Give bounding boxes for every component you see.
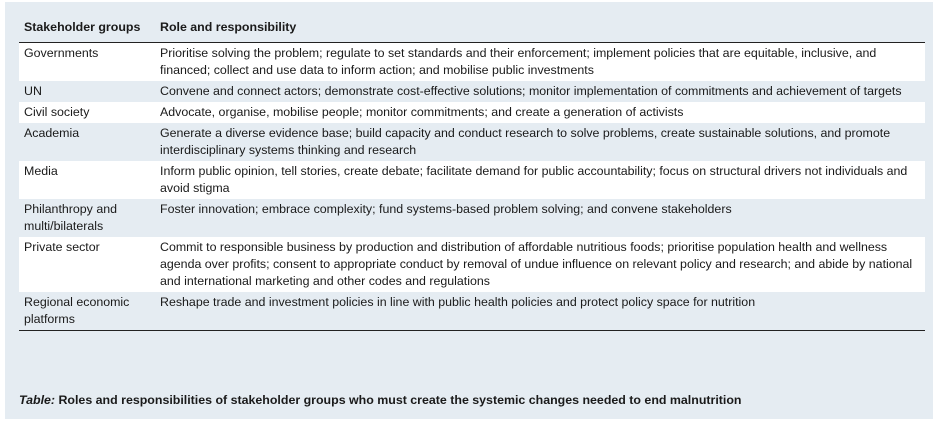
- table-row: [19, 161, 925, 199]
- role-cell: Prioritise solving the problem; regulate to set standards and their enforcement; implement policies that are equitable, inclusive, and financed; collect and use data to inform action; and mobilise public investments: [155, 43, 925, 82]
- stakeholder-group-cell: Media: [19, 161, 155, 199]
- role-cell: Foster innovation; embrace complexity; fund systems-based problem solving; and convene stakeholders: [155, 199, 925, 237]
- header-stakeholder-groups: Stakeholder groups: [19, 14, 155, 43]
- role-cell: Commit to responsible business by production and distribution of affordable nutritious foods; prioritise population health and wellness agenda over profits; consent to appropriate conduct by removal of undue influence on relevant policy and research; and abide by national and international marketing and other codes and regulations: [155, 237, 925, 292]
- stakeholder-group-cell: Governments: [19, 43, 155, 82]
- role-cell: Inform public opinion, tell stories, create debate; facilitate demand for public accountability; focus on structural drivers not individuals and avoid stigma: [155, 161, 925, 199]
- stakeholder-group-cell: Academia: [19, 123, 155, 161]
- table-header-row: [19, 14, 925, 43]
- stakeholder-group-cell: UN: [19, 81, 155, 102]
- header-role-and-responsibility: Role and responsibility: [155, 14, 925, 43]
- stakeholder-group-cell: Regional economic platforms: [19, 292, 155, 331]
- table-row: [19, 292, 925, 331]
- stakeholder-group-cell: Civil society: [19, 102, 155, 123]
- table-row: [19, 199, 925, 237]
- caption-label: Table:: [19, 393, 56, 407]
- stakeholder-group-cell: Private sector: [19, 237, 155, 292]
- table-row: [19, 102, 925, 123]
- role-cell: Advocate, organise, mobilise people; monitor commitments; and create a generation of activists: [155, 102, 925, 123]
- table-caption: [19, 392, 925, 409]
- stakeholder-table: [19, 14, 925, 331]
- role-cell: Reshape trade and investment policies in line with public health policies and protect policy space for nutrition: [155, 292, 925, 331]
- table-row: [19, 43, 925, 82]
- table-row: [19, 237, 925, 292]
- role-cell: Convene and connect actors; demonstrate cost-effective solutions; monitor implementation of commitments and achievement of targets: [155, 81, 925, 102]
- caption-text: Roles and responsibilities of stakeholder groups who must create the systemic changes needed to end malnutrition: [55, 393, 742, 407]
- table-row: [19, 81, 925, 102]
- table-row: [19, 123, 925, 161]
- table-panel: [5, 2, 933, 419]
- stakeholder-group-cell: Philanthropy and multi/bilaterals: [19, 199, 155, 237]
- role-cell: Generate a diverse evidence base; build capacity and conduct research to solve problems, create sustainable solutions, and promote interdisciplinary systems thinking and research: [155, 123, 925, 161]
